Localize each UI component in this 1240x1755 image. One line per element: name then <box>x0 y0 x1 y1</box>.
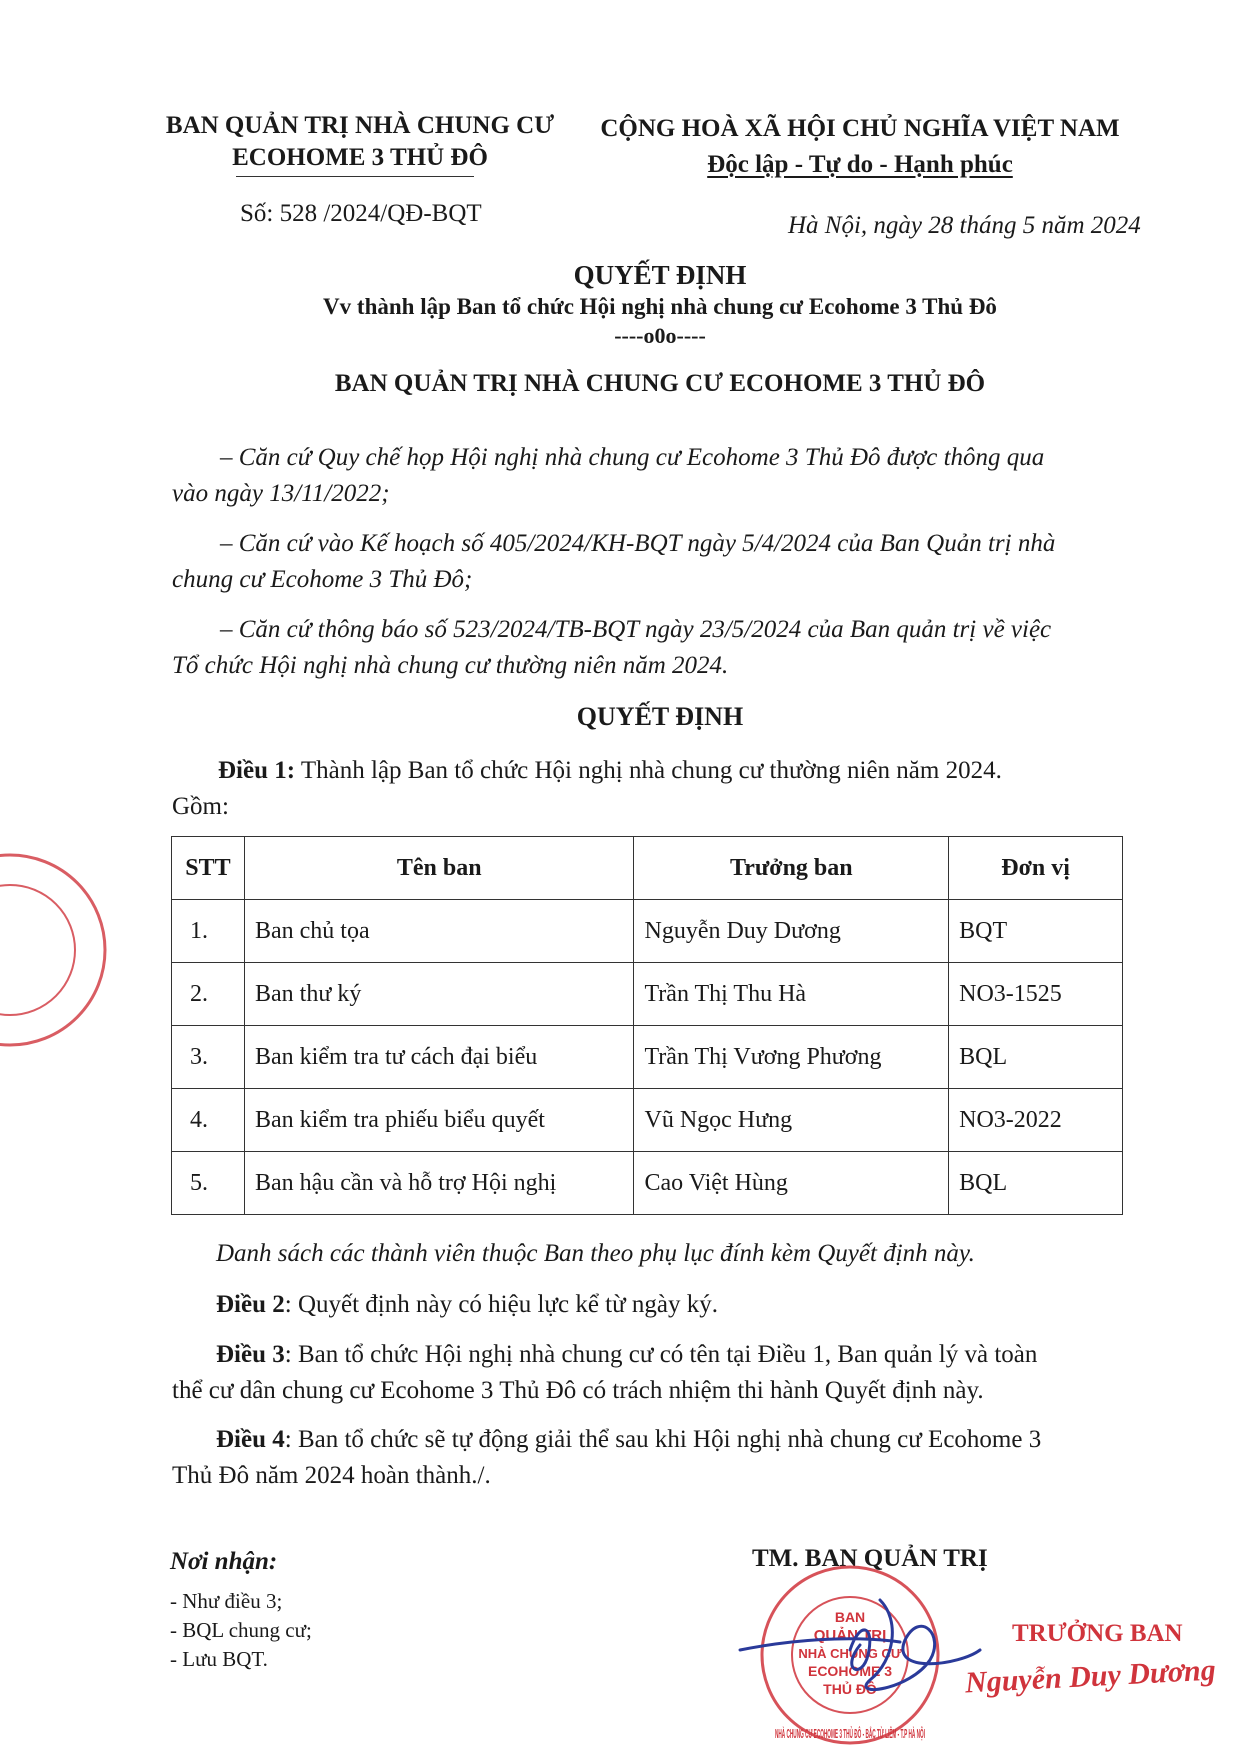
signer-name: Nguyễn Duy Dương <box>964 1653 1217 1700</box>
cell-ten-ban: Ban chủ tọa <box>244 900 634 963</box>
country-name: CỘNG HOÀ XÃ HỘI CHỦ NGHĨA VIỆT NAM <box>600 115 1120 142</box>
article-4: Điều 4: Ban tổ chức sẽ tự động giải thể sau khi Hội nghị nhà chung cư Ecohome 3 Thủ Đô năm 2024 hoàn thành./. <box>172 1426 1042 1489</box>
cell-ten-ban: Ban kiểm tra phiếu biểu quyết <box>244 1089 634 1152</box>
country-header <box>590 113 1130 181</box>
committee-table <box>171 836 1123 1215</box>
col-header-stt: STT <box>172 837 245 900</box>
recipients-heading: Nơi nhận: <box>170 1548 278 1575</box>
seal-line: QUẢN TRỊ <box>813 1627 887 1644</box>
seal-ring-text: NHÀ CHUNG CƯ ECOHOME 3 THỦ ĐÔ - BẮC TỪ LIÊM - T.P HÀ NỘI <box>775 1726 925 1741</box>
recipient-item: - BQL chung cư; <box>170 1618 312 1642</box>
org-name-line1: BAN QUẢN TRỊ NHÀ CHUNG CƯ <box>165 112 555 139</box>
col-header-ten-ban: Tên ban <box>244 837 634 900</box>
cell-stt: 1. <box>172 900 245 963</box>
seal-line: THỦ ĐÔ <box>823 1681 877 1697</box>
col-header-don-vi: Đơn vị <box>949 837 1123 900</box>
cell-truong-ban: Nguyễn Duy Dương <box>634 900 949 963</box>
org-underline <box>236 176 474 177</box>
signature-position: TRƯỞNG BAN <box>1012 1620 1183 1647</box>
recipient-item: - Lưu BQT. <box>170 1647 268 1671</box>
motto: Độc lập - Tự do - Hạnh phúc <box>707 151 1013 178</box>
cell-truong-ban: Trần Thị Vương Phương <box>634 1026 949 1089</box>
basis-item: – Căn cứ Quy chế họp Hội nghị nhà chung cư Ecohome 3 Thủ Đô được thông qua vào ngày 13/11/2022; <box>172 444 1045 507</box>
basis-item: – Căn cứ thông báo số 523/2024/TB-BQT ngày 23/5/2024 của Ban quản trị về việc Tổ chức Hội nghị nhà chung cư thường niên năm 2024. <box>172 616 1052 679</box>
cell-don-vi: BQT <box>949 900 1123 963</box>
cell-stt: 2. <box>172 963 245 1026</box>
table-header-row <box>172 837 1123 900</box>
article-1 <box>172 753 1122 825</box>
decision-title: QUYẾT ĐỊNH <box>573 260 747 290</box>
table-row <box>172 1089 1123 1152</box>
cell-ten-ban: Ban kiểm tra tư cách đại biểu <box>244 1026 634 1089</box>
place-date: Hà Nội, ngày 28 tháng 5 năm 2024 <box>788 212 1141 239</box>
seal-line: ECOHOME 3 <box>807 1663 893 1679</box>
appendix-note: Danh sách các thành viên thuộc Ban theo phụ lục đính kèm Quyết định này. <box>216 1240 975 1267</box>
cell-truong-ban: Cao Việt Hùng <box>634 1152 949 1215</box>
cell-stt: 5. <box>172 1152 245 1215</box>
cell-don-vi: BQL <box>949 1152 1123 1215</box>
cell-don-vi: NO3-1525 <box>949 963 1123 1026</box>
seal-line: NHÀ CHUNG CƯ <box>798 1646 902 1661</box>
article-2-label: Điều 2 <box>216 1291 285 1318</box>
article-2-text: : Quyết định này có hiệu lực kể từ ngày ký. <box>284 1291 719 1318</box>
article-3: Điều 3: Ban tổ chức Hội nghị nhà chung cư có tên tại Điều 1, Ban quản lý và toàn thể cư dân chung cư Ecohome 3 Thủ Đô có trách nhiệm thi hành Quyết định này. <box>172 1341 1038 1404</box>
cell-ten-ban: Ban hậu cần và hỗ trợ Hội nghị <box>244 1152 634 1215</box>
table-row <box>172 900 1123 963</box>
org-name-line2: ECOHOME 3 THỦ ĐÔ <box>232 144 488 171</box>
basis-item: – Căn cứ vào Kế hoạch số 405/2024/KH-BQT ngày 5/4/2024 của Ban Quản trị nhà chung cư Ecohome 3 Thủ Đô; <box>172 530 1056 593</box>
separator: ----o0o---- <box>614 323 706 348</box>
cell-stt: 3. <box>172 1026 245 1089</box>
decision-heading: QUYẾT ĐỊNH <box>576 702 744 731</box>
decision-subject: Vv thành lập Ban tổ chức Hội nghị nhà chung cư Ecohome 3 Thủ Đô <box>323 294 997 319</box>
article-2 <box>216 1287 1136 1323</box>
article-3-label: Điều 3 <box>216 1341 285 1368</box>
article-1-label: Điều 1: <box>218 757 296 784</box>
table-row <box>172 1026 1123 1089</box>
recipients <box>170 1545 312 1674</box>
seal-line: BAN <box>834 1609 866 1625</box>
signature-title: TM. BAN QUẢN TRỊ <box>752 1545 988 1572</box>
issuer-title: BAN QUẢN TRỊ NHÀ CHUNG CƯ ECOHOME 3 THỦ ĐÔ <box>334 370 986 397</box>
article-4-label: Điều 4 <box>216 1426 285 1453</box>
handwritten-signature <box>730 1580 990 1710</box>
table-row <box>172 963 1123 1026</box>
cell-don-vi: NO3-2022 <box>949 1089 1123 1152</box>
cell-truong-ban: Trần Thị Thu Hà <box>634 963 949 1026</box>
cell-stt: 4. <box>172 1089 245 1152</box>
cell-ten-ban: Ban thư ký <box>244 963 634 1026</box>
org-name <box>150 110 570 174</box>
article-1-text: Thành lập Ban tổ chức Hội nghị nhà chung cư thường niên năm 2024. <box>295 757 1002 784</box>
legal-bases <box>172 440 1122 684</box>
partial-seal-icon <box>0 845 115 1055</box>
article-1-line2: Gồm: <box>172 793 229 820</box>
cell-truong-ban: Vũ Ngọc Hưng <box>634 1089 949 1152</box>
title-block <box>180 258 1140 400</box>
recipient-item: - Như điều 3; <box>170 1589 283 1613</box>
col-header-truong-ban: Trưởng ban <box>634 837 949 900</box>
cell-don-vi: BQL <box>949 1026 1123 1089</box>
doc-number: Số: 528 /2024/QĐ-BQT <box>240 200 482 227</box>
table-row <box>172 1152 1123 1215</box>
